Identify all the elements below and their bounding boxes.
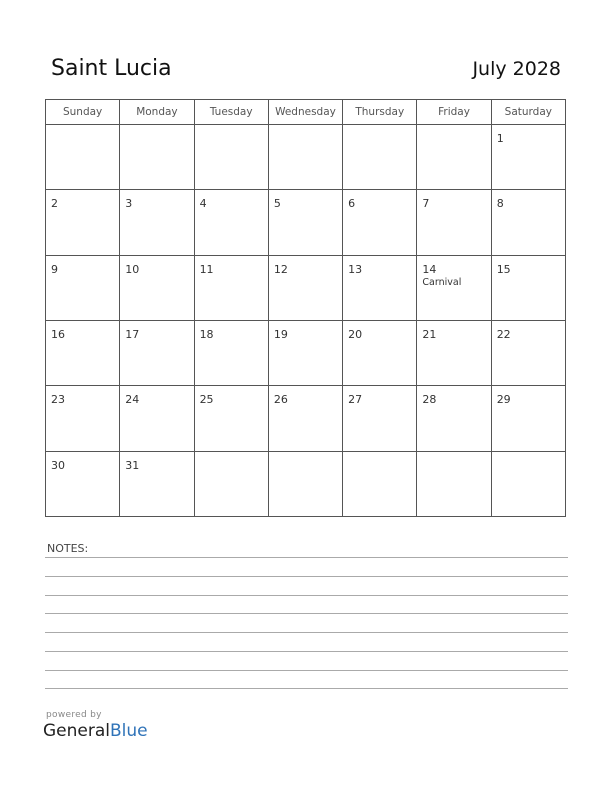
day-cell [417,255,491,320]
day-number: 21 [422,327,437,341]
day-cell [120,190,194,255]
day-number: 17 [125,327,140,341]
day-cell [417,190,491,255]
day-number: 1 [496,132,504,145]
week-row [46,190,566,255]
day-number: 11 [199,262,214,276]
day-cell [343,190,417,255]
day-cell [268,320,342,385]
week-row [46,386,566,451]
day-number [417,125,490,133]
notes-line [45,595,568,596]
day-number [417,452,490,460]
day-cell [120,451,194,516]
day-number: 12 [273,262,288,276]
notes-line [45,632,568,633]
weekday-header: Friday [417,100,491,125]
week-row [46,451,566,516]
day-number: 9 [51,262,58,276]
day-number [269,125,342,133]
day-number: 20 [348,327,363,341]
day-number [120,125,193,133]
notes-line [45,670,568,671]
day-number: 24 [125,393,140,407]
day-number: 10 [125,262,140,276]
day-number [269,452,342,460]
day-cell [268,190,342,255]
day-cell [343,451,417,516]
day-number: 7 [422,197,430,211]
day-cell [46,125,120,190]
calendar-grid [45,99,566,517]
day-number: 5 [273,197,281,211]
day-cell [343,386,417,451]
holiday-event-label: Carnival [422,276,462,288]
day-number [343,125,416,133]
day-cell [491,386,565,451]
day-number: 31 [125,458,140,472]
day-cell [343,125,417,190]
weekday-header: Wednesday [268,100,342,125]
notes-line [45,557,568,558]
day-number: 4 [199,197,207,211]
day-cell [120,320,194,385]
day-cell [46,190,120,255]
day-cell [46,320,120,385]
day-cell [120,125,194,190]
day-cell [491,255,565,320]
day-number: 15 [496,262,511,276]
weekday-header: Saturday [491,100,565,125]
notes-line [45,688,568,689]
day-number: 8 [496,197,504,211]
day-cell [343,255,417,320]
day-cell [194,320,268,385]
day-number: 23 [51,393,65,407]
day-number: 14 [422,262,437,276]
day-cell [491,125,565,190]
day-number: 2 [51,197,58,211]
week-row [46,255,566,320]
day-number [195,125,268,133]
brand-name-part2: Blue [110,721,148,741]
day-number: 3 [125,197,133,211]
day-cell [268,386,342,451]
weekday-header-row [46,100,566,125]
day-cell [417,125,491,190]
day-cell [120,255,194,320]
week-row [46,125,566,190]
day-cell [491,190,565,255]
week-row [46,320,566,385]
notes-line [45,651,568,652]
day-number: 25 [199,393,214,407]
powered-by-text: powered by [46,710,102,720]
day-cell [417,320,491,385]
day-number: 29 [496,393,511,407]
weekday-header: Monday [120,100,194,125]
day-number: 26 [273,393,288,407]
day-cell [417,386,491,451]
day-number: 13 [348,262,363,276]
day-cell [343,320,417,385]
day-cell [120,386,194,451]
day-number: 18 [199,327,214,341]
day-number: 27 [348,393,363,407]
day-cell [194,125,268,190]
weekday-header: Tuesday [194,100,268,125]
day-number [343,452,416,460]
calendar-month-title: July 2028 [472,58,561,80]
day-number: 6 [348,197,356,211]
day-cell [194,386,268,451]
generalblue-logo [43,721,148,741]
day-cell [46,386,120,451]
day-number [492,452,565,460]
day-number [195,452,268,460]
notes-line [45,613,568,614]
day-cell [194,255,268,320]
notes-line [45,576,568,577]
day-number: 22 [496,327,511,341]
weekday-header: Thursday [343,100,417,125]
day-cell [491,451,565,516]
day-cell [46,255,120,320]
day-cell [268,451,342,516]
notes-label: NOTES: [47,542,89,555]
day-number: 28 [422,393,437,407]
day-cell [491,320,565,385]
day-number [46,125,119,133]
day-cell [194,190,268,255]
day-number: 19 [273,327,288,341]
day-cell [194,451,268,516]
calendar-country-title: Saint Lucia [51,56,172,81]
day-cell [417,451,491,516]
day-number: 16 [51,327,65,341]
day-cell [268,255,342,320]
day-cell [268,125,342,190]
weekday-header: Sunday [46,100,120,125]
brand-name-part1: General [43,721,110,741]
day-number: 30 [51,458,65,472]
day-cell [46,451,120,516]
